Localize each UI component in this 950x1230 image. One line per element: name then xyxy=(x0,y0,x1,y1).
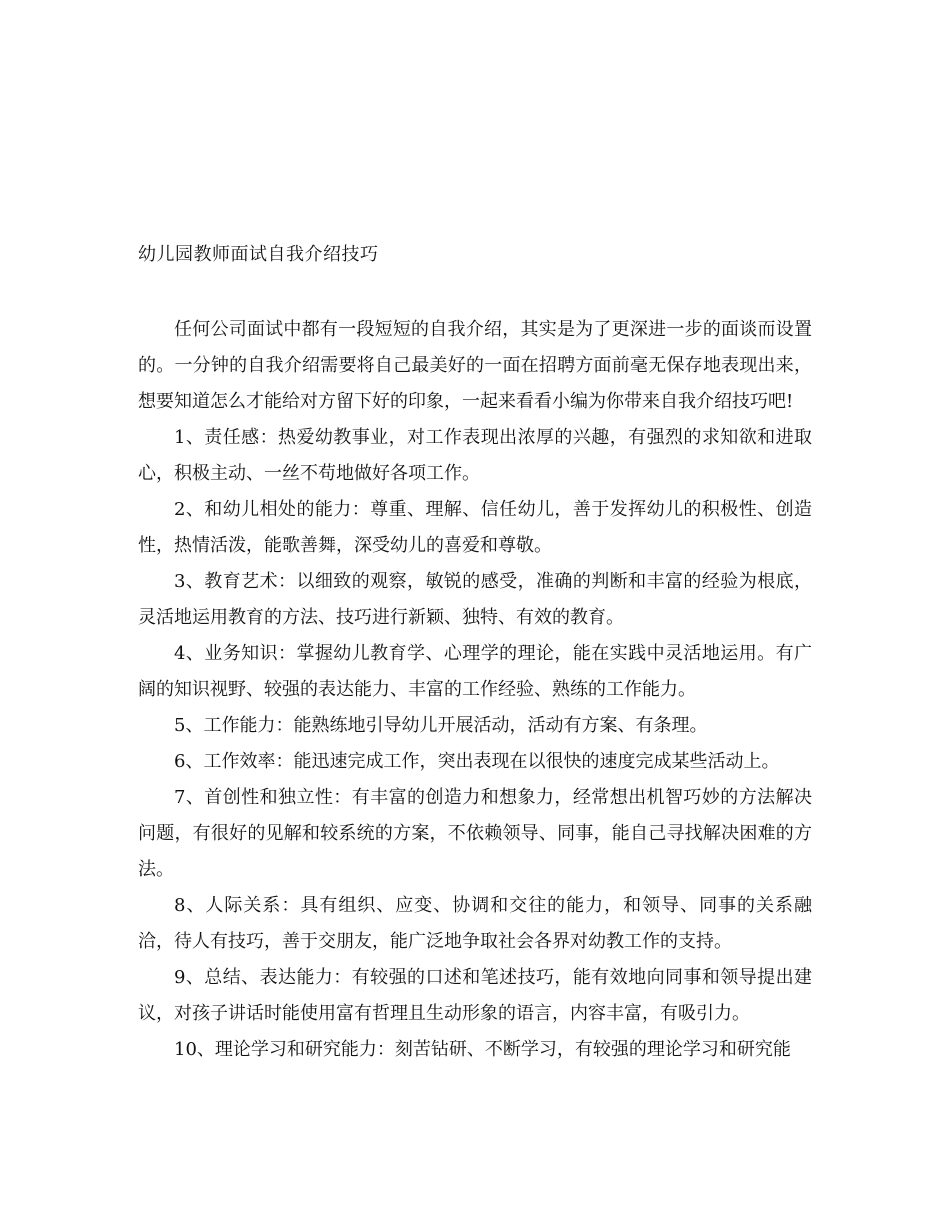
document-title: 幼儿园教师面试自我介绍技巧 xyxy=(138,244,379,265)
list-item-work-efficiency: 6、工作效率：能迅速完成工作，突出表现在以很快的速度完成某些活动上。 xyxy=(174,751,780,772)
list-item-research: 10、理论学习和研究能力：刻苦钻研、不断学习，有较强的理论学习和研究能 xyxy=(174,1039,791,1060)
document-body xyxy=(138,312,812,1068)
intro-paragraph: 任何公司面试中都有一段短短的自我介绍，其实是为了更深进一步的面谈而设置的。一分钟的自我介绍需要将自己最美好的一面在招聘方面前毫无保存地表现出来，想要知道怎么才能给对方留下好的印象，一起来看看小编为你带来自我介绍技巧吧! xyxy=(138,319,812,412)
list-item-work-ability: 5、工作能力：能熟练地引导幼儿开展活动，活动有方案、有条理。 xyxy=(174,715,708,736)
list-item-responsibility: 1、责任感：热爱幼教事业，对工作表现出浓厚的兴趣，有强烈的求知欲和进取心，积极主动、一丝不苟地做好各项工作。 xyxy=(138,427,812,484)
list-item-child-relations: 2、和幼儿相处的能力：尊重、理解、信任幼儿，善于发挥幼儿的积极性、创造性，热情活泼，能歌善舞，深受幼儿的喜爱和尊敬。 xyxy=(138,499,812,556)
list-item-interpersonal: 8、人际关系：具有组织、应变、协调和交往的能力，和领导、同事的关系融洽，待人有技巧，善于交朋友，能广泛地争取社会各界对幼教工作的支持。 xyxy=(138,895,812,952)
list-item-teaching-art: 3、教育艺术：以细致的观察，敏锐的感受，准确的判断和丰富的经验为根底，灵活地运用教育的方法、技巧进行新颖、独特、有效的教育。 xyxy=(138,571,812,628)
list-item-expression: 9、总结、表达能力：有较强的口述和笔述技巧，能有效地向同事和领导提出建议，对孩子讲话时能使用富有哲理且生动形象的语言，内容丰富，有吸引力。 xyxy=(138,967,812,1024)
list-item-professional-knowledge: 4、业务知识：掌握幼儿教育学、心理学的理论，能在实践中灵活地运用。有广阔的知识视野、较强的表达能力、丰富的工作经验、熟练的工作能力。 xyxy=(138,643,812,700)
list-item-creativity: 7、首创性和独立性：有丰富的创造力和想象力，经常想出机智巧妙的方法解决问题，有很好的见解和较系统的方案，不依赖领导、同事，能自己寻找解决困难的方法。 xyxy=(138,787,812,880)
